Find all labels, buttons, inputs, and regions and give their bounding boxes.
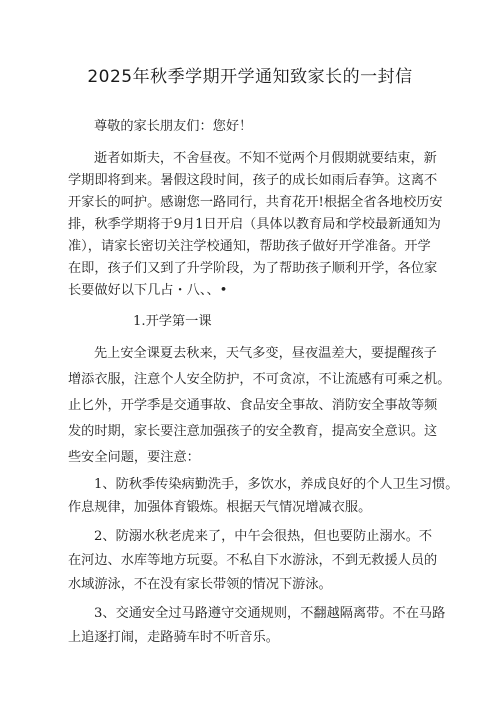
- list-item: 1、防秋季传染病勤洗手，多饮水，养成良好的个人卫生习惯。: [94, 477, 459, 492]
- body-line: 止匕外，开学季是交通事故、食品安全事故、消防安全事故等频: [68, 398, 438, 413]
- greeting: 尊敬的家长朋友们：您好！: [94, 119, 253, 134]
- body-line: 先上安全课夏去秋来，天气多变，昼夜温差大，要提醒孩子: [94, 346, 437, 361]
- body-line: 长要做好以下几占・八、、•: [68, 283, 228, 298]
- body-line: 在河边、水库等地方玩耍。不私自下水游泳，不到无救援人员的: [68, 553, 438, 568]
- section-heading: 1.开学第一课: [133, 314, 212, 329]
- body-line: 增添衣服，注意个人安全防护，不可贪凉，不让流感有可乘之机。: [68, 372, 451, 387]
- body-line: 准），请家长密切关注学校通知，帮助孩子做好开学准备。开学: [68, 239, 431, 254]
- body-line: 些安全问题，要注意：: [68, 450, 200, 465]
- body-line: 开家长的呵护。感谢您一路同行，共育花开!根据全省各地校历安: [68, 195, 443, 210]
- body-line: 排，秋季学期将于9月1日开启（具体以教育局和学校最新通知为: [68, 217, 441, 232]
- body-line: 上追逐打闹，走路骑车时不听音乐。: [68, 630, 279, 645]
- document-title: 2025年秋季学期开学通知致家长的一封信: [87, 67, 413, 87]
- list-item: 3、交通安全过马路遵守交通规则，不翻越隔离带。不在马路: [94, 606, 446, 621]
- list-item: 2、防溺水秋老虎来了，中午会很热，但也要防止溺水。不: [94, 529, 433, 544]
- body-line: 逝者如斯夫，不舍昼夜。不知不觉两个月假期就要结束，新: [94, 151, 437, 166]
- body-line: 水域游泳，不在没有家长带领的情况下游泳。: [68, 577, 332, 592]
- body-line: 作息规律，加强体育锻炼。根据天气情况增减衣服。: [68, 500, 372, 515]
- body-line: 在即，孩子们又到了升学阶段，为了帮助孩子顺利开学，各位家: [68, 261, 438, 276]
- body-line: 发的时期，家长要注意加强孩子的安全教育，提高安全意识。这: [68, 424, 438, 439]
- body-line: 学期即将到来。暑假这段时间，孩子的成长如雨后春笋。这离不: [68, 173, 438, 188]
